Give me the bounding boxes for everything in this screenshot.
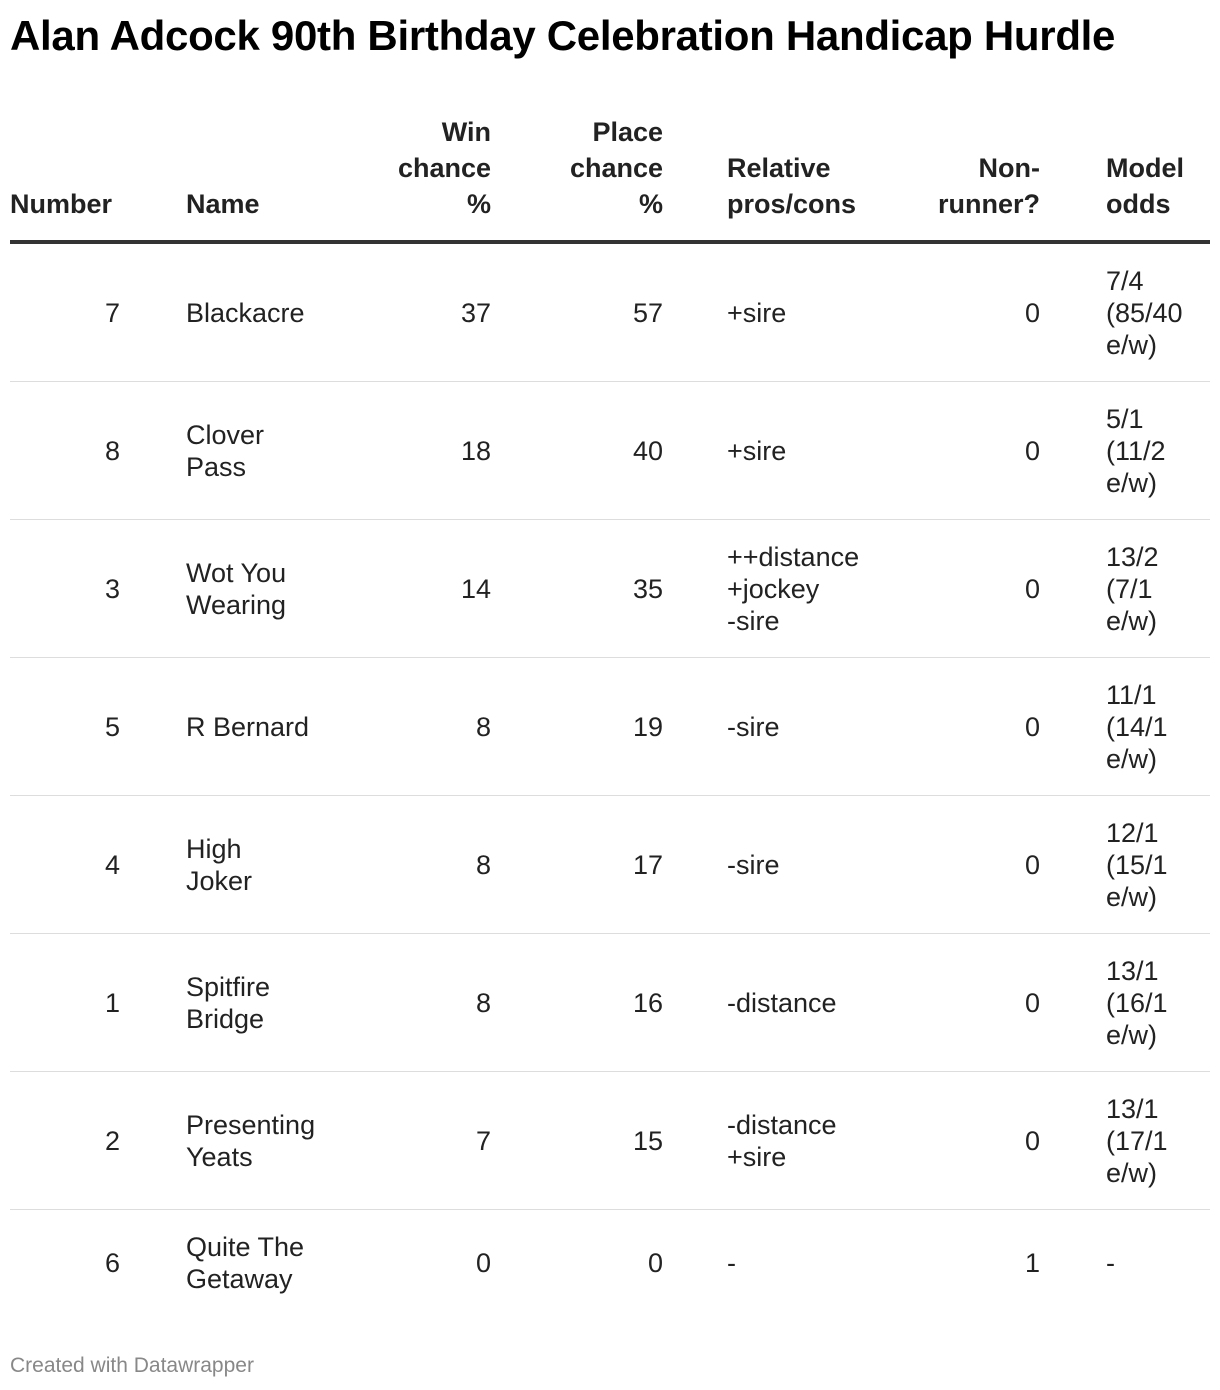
cell-non-runner: 0: [868, 242, 1040, 382]
cell-non-runner: 0: [868, 934, 1040, 1072]
table-row: [10, 520, 1210, 658]
cell-non-runner: 0: [868, 520, 1040, 658]
cell-win-chance: 7: [346, 1072, 491, 1210]
header-model-odds[interactable]: Model odds: [1040, 114, 1210, 242]
chart-title: Alan Adcock 90th Birthday Celebration Handicap Hurdle: [10, 12, 1116, 59]
cell-non-runner: 0: [868, 796, 1040, 934]
cell-name: Blackacre: [186, 242, 346, 382]
cell-win-chance: 8: [346, 658, 491, 796]
cell-place-chance: 40: [491, 382, 663, 520]
table-row: [10, 658, 1210, 796]
table-row: [10, 1210, 1210, 1316]
table-row: [10, 382, 1210, 520]
cell-model-odds: 13/2 (7/1 e/w): [1040, 520, 1210, 658]
cell-win-chance: 0: [475, 1247, 491, 1278]
cell-number: 6: [104, 1247, 120, 1278]
table-row: [10, 934, 1210, 1072]
cell-model-odds: -: [1106, 1247, 1115, 1278]
cell-name: Presenting Yeats: [186, 1072, 346, 1210]
cell-pros-cons: -sire: [663, 658, 868, 796]
cell-place-chance: 17: [491, 796, 663, 934]
cell-name: R Bernard: [186, 658, 346, 796]
header-row: [10, 114, 1210, 242]
cell-number: 8: [10, 382, 186, 520]
cell-non-runner: 0: [868, 658, 1040, 796]
cell-model-odds: 11/1 (14/1 e/w): [1040, 658, 1210, 796]
cell-pros-cons: -distance +sire: [663, 1072, 868, 1210]
cell-name: Wot You Wearing: [186, 520, 346, 658]
cell-non-runner: 0: [868, 382, 1040, 520]
cell-number: 7: [10, 242, 186, 382]
cell-name: Spitfire Bridge: [186, 934, 346, 1072]
cell-non-runner: 1: [1024, 1247, 1040, 1278]
cell-pros-cons: -distance: [663, 934, 868, 1072]
cell-number: 1: [10, 934, 186, 1072]
cell-place-chance: 16: [491, 934, 663, 1072]
cell-number: 5: [10, 658, 186, 796]
header-number[interactable]: Number: [10, 114, 186, 242]
cell-pros-cons: +sire: [663, 242, 868, 382]
cell-win-chance: 37: [346, 242, 491, 382]
footer-credit: Created with Datawrapper: [10, 1354, 254, 1377]
cell-pros-cons: -sire: [663, 796, 868, 934]
header-win-chance[interactable]: Win chance %: [346, 114, 491, 242]
table-row: [10, 1072, 1210, 1210]
cell-pros-cons: +sire: [663, 382, 868, 520]
table-row: [10, 242, 1210, 382]
cell-model-odds: 13/1 (16/1 e/w): [1040, 934, 1210, 1072]
cell-number: 2: [10, 1072, 186, 1210]
cell-number: 3: [10, 520, 186, 658]
cell-win-chance: 18: [346, 382, 491, 520]
cell-model-odds: 7/4 (85/40 e/w): [1040, 242, 1210, 382]
cell-place-chance: 15: [491, 1072, 663, 1210]
cell-pros-cons: ++distance +jockey -sire: [663, 520, 868, 658]
cell-number: 4: [10, 796, 186, 934]
cell-model-odds: 12/1 (15/1 e/w): [1040, 796, 1210, 934]
runners-table: [10, 114, 1210, 1315]
cell-name: Clover Pass: [186, 382, 346, 520]
cell-place-chance: 0: [647, 1247, 663, 1278]
header-name[interactable]: Name: [186, 114, 346, 242]
table-row: [10, 796, 1210, 934]
cell-name: High Joker: [186, 796, 346, 934]
cell-model-odds: 5/1 (11/2 e/w): [1040, 382, 1210, 520]
cell-place-chance: 35: [491, 520, 663, 658]
cell-name: Quite The Getaway: [186, 1231, 305, 1294]
table-body: [10, 242, 1210, 1315]
cell-win-chance: 8: [346, 796, 491, 934]
cell-non-runner: 0: [868, 1072, 1040, 1210]
header-non-runner[interactable]: Non- runner?: [868, 114, 1040, 242]
header-place-chance[interactable]: Place chance %: [491, 114, 663, 242]
cell-model-odds: 13/1 (17/1 e/w): [1040, 1072, 1210, 1210]
cell-pros-cons: -: [727, 1247, 736, 1278]
cell-win-chance: 8: [346, 934, 491, 1072]
cell-place-chance: 57: [491, 242, 663, 382]
cell-win-chance: 14: [346, 520, 491, 658]
cell-place-chance: 19: [491, 658, 663, 796]
header-pros-cons[interactable]: Relative pros/cons: [663, 114, 868, 242]
